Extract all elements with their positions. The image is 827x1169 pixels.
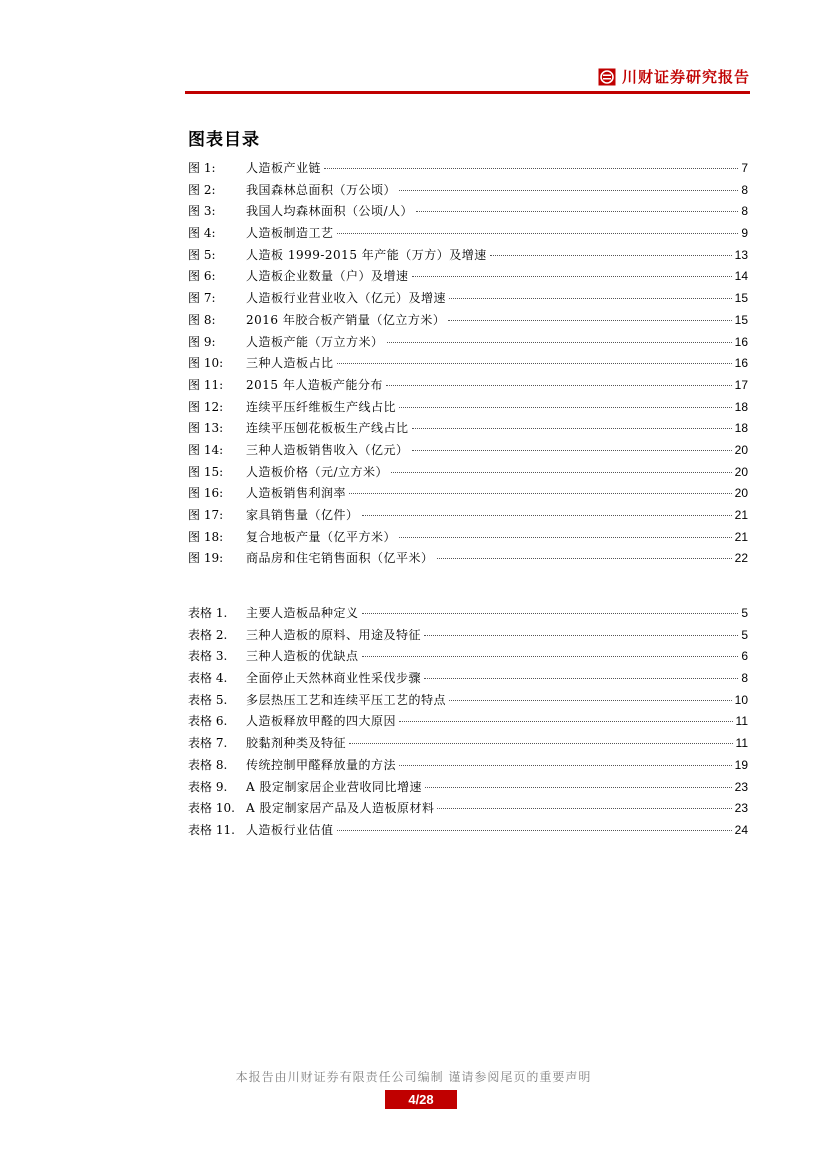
entry-title: 多层热压工艺和连续平压工艺的特点 — [246, 692, 447, 707]
entry-title: 三种人造板的优缺点 — [246, 649, 359, 664]
figure-entry[interactable] — [188, 353, 748, 375]
entry-title: 传统控制甲醛释放量的方法 — [246, 757, 397, 772]
figure-entry[interactable] — [188, 288, 748, 310]
entry-page-number: 21 — [734, 529, 748, 544]
entry-page-number: 9 — [741, 226, 748, 241]
entry-label: 图 18: — [188, 529, 224, 544]
entry-title: 连续平压纤维板生产线占比 — [246, 399, 397, 414]
entry-label: 图 13: — [188, 421, 224, 436]
entry-label: 表格 8. — [188, 757, 228, 772]
entry-page-number: 18 — [734, 421, 748, 436]
figure-entry[interactable] — [188, 483, 748, 505]
dot-leader — [391, 472, 732, 473]
table-entry[interactable] — [188, 711, 748, 733]
entry-title: 人造板产业链 — [246, 161, 322, 175]
dot-leader — [399, 721, 733, 722]
entry-label: 图 19: — [188, 551, 224, 566]
entry-title: 2015 年人造板产能分布 — [246, 377, 383, 392]
entry-label: 表格 6. — [188, 714, 228, 729]
dot-leader — [337, 363, 732, 364]
entry-page-number: 17 — [734, 377, 748, 392]
entry-label: 表格 7. — [188, 736, 228, 751]
entry-label: 表格 9. — [188, 779, 228, 794]
entry-label: 图 2: — [188, 182, 216, 197]
dot-leader — [349, 493, 732, 494]
entry-title: 全面停止天然林商业性采伐步骤 — [246, 671, 422, 686]
dot-leader — [349, 743, 733, 744]
figure-entry[interactable] — [188, 462, 748, 484]
entry-page-number: 15 — [734, 312, 748, 327]
entry-title: 三种人造板的原料、用途及特征 — [246, 627, 422, 642]
entry-page-number: 23 — [734, 801, 748, 816]
entry-title: 我国人均森林面积（公顷/人） — [246, 204, 414, 219]
entry-page-number: 14 — [734, 269, 748, 284]
table-entry[interactable] — [188, 690, 748, 712]
toc-title: 图表目录 — [188, 130, 260, 150]
entry-page-number: 16 — [734, 334, 748, 349]
entry-page-number: 22 — [734, 551, 748, 566]
entry-label: 图 15: — [188, 464, 224, 479]
entry-page-number: 10 — [734, 692, 748, 707]
entry-page-number: 11 — [735, 736, 748, 751]
dot-leader — [362, 613, 739, 614]
table-entry[interactable] — [188, 668, 748, 690]
dot-leader — [387, 342, 732, 343]
figure-entry[interactable] — [188, 266, 748, 288]
entry-title: 人造板产能（万立方米） — [246, 334, 384, 349]
table-entry[interactable] — [188, 733, 748, 755]
entry-title: 人造板价格（元/立方米） — [246, 464, 389, 479]
dot-leader — [399, 537, 732, 538]
entry-page-number: 20 — [734, 486, 748, 501]
entry-label: 图 8: — [188, 312, 216, 327]
figure-entry[interactable] — [188, 505, 748, 527]
entry-title: 人造板释放甲醛的四大原因 — [246, 714, 397, 729]
entry-page-number: 20 — [734, 464, 748, 479]
entry-page-number: 13 — [734, 247, 748, 262]
figure-entry[interactable] — [188, 440, 748, 462]
dot-leader — [399, 407, 732, 408]
entry-page-number: 15 — [734, 291, 748, 306]
dot-leader — [412, 450, 732, 451]
dot-leader — [412, 276, 732, 277]
entry-page-number: 5 — [741, 627, 748, 642]
dot-leader — [424, 678, 738, 679]
entry-page-number: 8 — [741, 671, 748, 686]
dot-leader — [412, 428, 732, 429]
figure-entry[interactable] — [188, 418, 748, 440]
entry-label: 表格 3. — [188, 649, 228, 664]
entry-page-number: 21 — [734, 508, 748, 522]
dot-leader — [437, 558, 732, 559]
entry-title: 人造板制造工艺 — [246, 226, 334, 241]
entry-page-number: 11 — [735, 714, 748, 729]
dot-leader — [437, 808, 731, 809]
entry-label: 图 14: — [188, 442, 224, 457]
dot-leader — [399, 190, 738, 191]
figure-entry[interactable] — [188, 527, 748, 549]
figure-entry[interactable] — [188, 397, 748, 419]
entry-label: 图 12: — [188, 399, 224, 414]
table-entry[interactable] — [188, 625, 748, 647]
entry-label: 表格 4. — [188, 671, 228, 686]
brand-name: 川财证券研究报告 — [621, 68, 750, 86]
table-entry[interactable] — [188, 603, 748, 625]
entry-title: 三种人造板销售收入（亿元） — [246, 442, 409, 457]
entry-title: 家具销售量（亿件） — [246, 508, 359, 522]
entry-title: A 股定制家居企业营收同比增速 — [246, 779, 422, 794]
figure-entry[interactable] — [188, 375, 748, 397]
entry-page-number: 8 — [741, 204, 748, 219]
entry-label: 图 3: — [188, 204, 216, 219]
dot-leader — [337, 830, 732, 831]
figure-entry[interactable] — [188, 332, 748, 354]
entry-label: 图 6: — [188, 269, 216, 284]
dot-leader — [490, 255, 732, 256]
dot-leader — [362, 656, 739, 657]
dot-leader — [386, 385, 732, 386]
entry-label: 表格 5. — [188, 692, 228, 707]
entry-title: 人造板行业估值 — [246, 822, 334, 837]
dot-leader — [449, 700, 732, 701]
entry-page-number: 23 — [734, 779, 748, 794]
table-entry[interactable] — [188, 820, 748, 842]
dot-leader — [399, 765, 732, 766]
entry-page-number: 19 — [734, 757, 748, 772]
figure-entry[interactable] — [188, 223, 748, 245]
entry-label: 图 4: — [188, 226, 216, 241]
entry-title: 胶黏剂种类及特征 — [246, 736, 347, 751]
figure-entry[interactable] — [188, 158, 748, 180]
table-entry[interactable] — [188, 755, 748, 777]
entry-title: 我国森林总面积（万公顷） — [246, 182, 397, 197]
entry-page-number: 24 — [734, 822, 748, 837]
table-list — [188, 603, 748, 842]
entry-label: 图 1: — [188, 161, 216, 175]
entry-label: 图 17: — [188, 508, 224, 522]
figure-entry[interactable] — [188, 310, 748, 332]
entry-title: 主要人造板品种定义 — [246, 606, 359, 620]
entry-label: 图 10: — [188, 356, 224, 371]
entry-label: 图 9: — [188, 334, 216, 349]
dot-leader — [449, 298, 732, 299]
header-divider — [185, 91, 750, 94]
table-entry[interactable] — [188, 777, 748, 799]
entry-label: 表格 1. — [188, 606, 228, 620]
entry-label: 表格 10. — [188, 801, 235, 816]
figure-entry[interactable] — [188, 548, 748, 570]
header-brand — [598, 66, 750, 87]
table-entry[interactable] — [188, 798, 748, 820]
entry-page-number: 7 — [741, 161, 748, 175]
entry-title: 人造板行业营业收入（亿元）及增速 — [246, 291, 447, 306]
table-entry[interactable] — [188, 646, 748, 668]
entry-label: 图 11: — [188, 377, 224, 392]
figure-entry[interactable] — [188, 201, 748, 223]
figure-list — [188, 158, 748, 570]
page-header — [185, 64, 750, 94]
entry-title: 复合地板产量（亿平方米） — [246, 529, 397, 544]
entry-title: 商品房和住宅销售面积（亿平米） — [246, 551, 434, 566]
entry-title: 连续平压刨花板板生产线占比 — [246, 421, 409, 436]
figure-entry[interactable] — [188, 245, 748, 267]
entry-title: 人造板销售利润率 — [246, 486, 347, 501]
dot-leader — [324, 168, 738, 169]
entry-page-number: 18 — [734, 399, 748, 414]
dot-leader — [425, 787, 732, 788]
entry-title: 人造板 1999-2015 年产能（万方）及增速 — [246, 247, 487, 262]
entry-page-number: 20 — [734, 442, 748, 457]
page-number-badge: 4/28 — [385, 1090, 457, 1109]
entry-page-number: 16 — [734, 356, 748, 371]
entry-page-number: 8 — [741, 182, 748, 197]
entry-page-number: 5 — [741, 606, 748, 620]
entry-label: 表格 11. — [188, 822, 235, 837]
entry-title: 人造板企业数量（户）及增速 — [246, 269, 409, 284]
figure-entry[interactable] — [188, 180, 748, 202]
dot-leader — [424, 635, 738, 636]
entry-title: A 股定制家居产品及人造板原材料 — [246, 801, 435, 816]
entry-label: 图 5: — [188, 247, 216, 262]
entry-title: 2016 年胶合板产销量（亿立方米） — [246, 312, 446, 327]
entry-label: 表格 2. — [188, 627, 228, 642]
footer-disclaimer: 本报告由川财证券有限责任公司编制 谨请参阅尾页的重要声明 — [235, 1070, 592, 1084]
dot-leader — [337, 233, 739, 234]
entry-label: 图 16: — [188, 486, 224, 501]
entry-label: 图 7: — [188, 291, 216, 306]
entry-page-number: 6 — [741, 649, 748, 664]
entry-title: 三种人造板占比 — [246, 356, 334, 371]
dot-leader — [448, 320, 731, 321]
dot-leader — [362, 515, 732, 516]
dot-leader — [416, 211, 738, 212]
chuancai-logo-icon — [598, 68, 616, 86]
